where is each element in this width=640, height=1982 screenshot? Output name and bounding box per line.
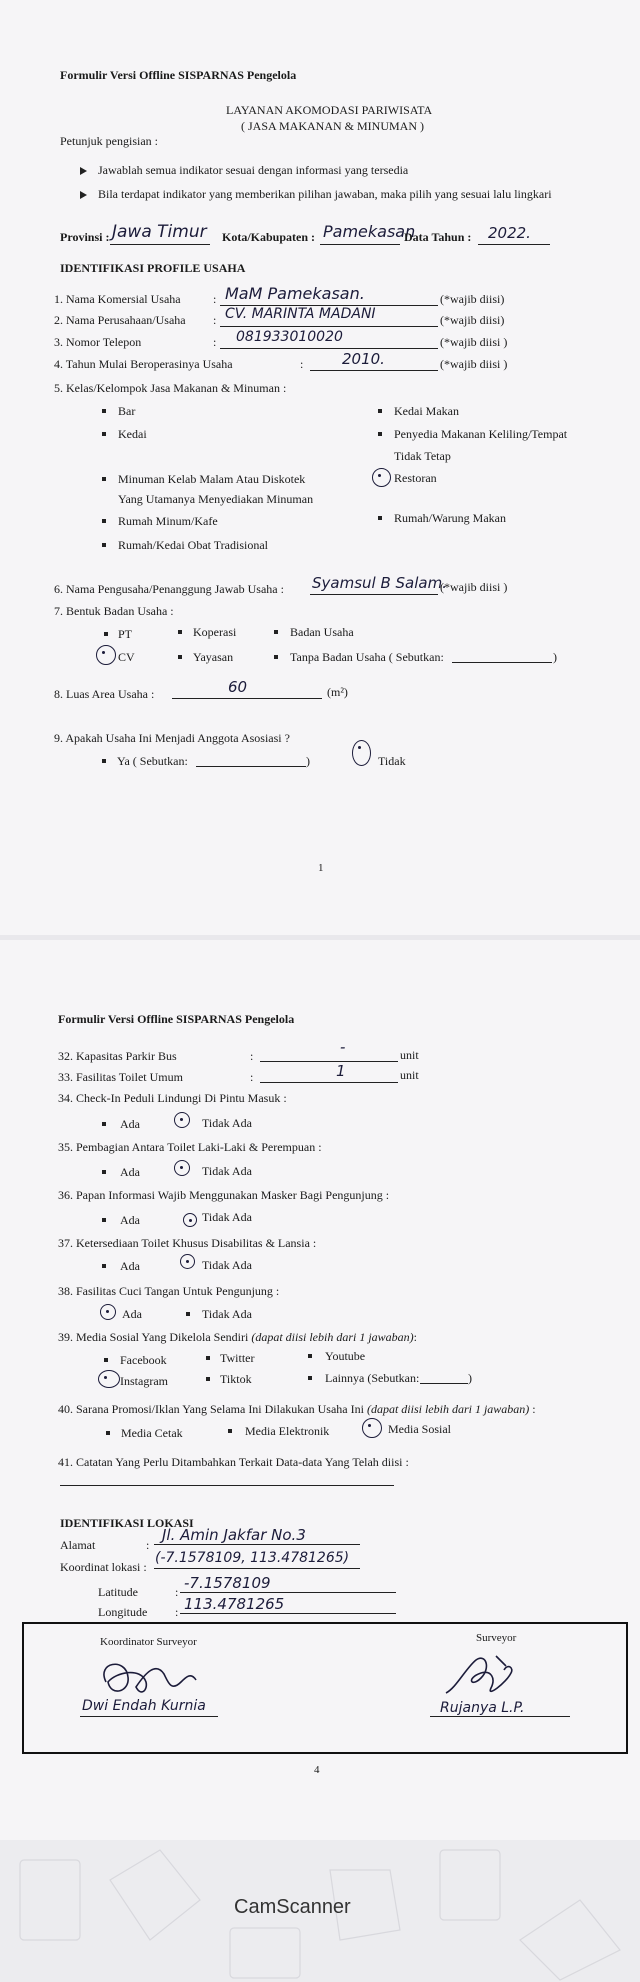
q5-option-warung[interactable]: Rumah/Warung Makan: [394, 511, 507, 525]
q5-option-keliling-cont: Tidak Tetap: [394, 449, 451, 463]
provinsi-label: Provinsi :: [60, 230, 110, 244]
alamat-label: Alamat: [60, 1538, 96, 1552]
q39-option-youtube[interactable]: Youtube: [325, 1349, 366, 1363]
bullet-icon: [102, 409, 106, 413]
q35-label: 35. Pembagian Antara Toilet Laki-Laki & Perempuan :: [58, 1140, 322, 1154]
bullet-icon: [102, 432, 106, 436]
form-header: Formulir Versi Offline SISPARNAS Pengelola: [60, 68, 297, 82]
longitude-label: Longitude: [98, 1605, 148, 1619]
bullet-icon: [102, 519, 106, 523]
q33-label: 33. Fasilitas Toilet Umum: [58, 1070, 183, 1084]
q1-label: 1. Nama Komersial Usaha: [54, 292, 181, 306]
q4-label: 4. Tahun Mulai Beroperasinya Usaha: [54, 357, 233, 371]
q36-option-tidak[interactable]: Tidak Ada: [202, 1210, 252, 1224]
q6-note: (*wajib diisi ): [440, 580, 508, 594]
koordinat-value[interactable]: (-7.1578109, 113.4781265): [155, 1550, 350, 1566]
selected-circle-icon: [180, 1254, 195, 1269]
q7-close-paren: ): [553, 650, 557, 664]
q1-colon: :: [213, 292, 217, 306]
q3-label: 3. Nomor Telepon: [54, 335, 142, 349]
kota-value[interactable]: Pamekasan: [323, 222, 416, 241]
q3-colon: :: [213, 335, 217, 349]
alamat-value[interactable]: Jl. Amin Jakfar No.3: [162, 1526, 306, 1544]
q5-option-kedai-makan[interactable]: Kedai Makan: [394, 404, 459, 418]
q4-value[interactable]: 2010.: [342, 350, 385, 368]
arrow-icon: [80, 191, 87, 199]
selected-circle-icon: [183, 1213, 197, 1227]
bullet-icon: [102, 1218, 106, 1222]
q34-option-tidak[interactable]: Tidak Ada: [202, 1116, 252, 1130]
q9-close-paren: ): [306, 754, 310, 768]
provinsi-value[interactable]: Jawa Timur: [112, 222, 207, 242]
q6-line: [310, 594, 438, 595]
q3-value[interactable]: 081933010020: [236, 329, 343, 345]
signature-box: [22, 1622, 628, 1754]
q40-label: [58, 1402, 536, 1417]
q1-value[interactable]: MaM Pamekasan.: [225, 284, 365, 303]
q7-option-pt[interactable]: PT: [118, 627, 133, 641]
q35-option-ada[interactable]: Ada: [120, 1165, 140, 1179]
q7-label: 7. Bentuk Badan Usaha :: [54, 604, 174, 618]
q8-line: [172, 698, 322, 699]
q32-unit: unit: [400, 1048, 419, 1062]
q2-value[interactable]: CV. MARINTA MADANI: [225, 306, 376, 322]
q39-option-facebook[interactable]: Facebook: [120, 1353, 167, 1367]
bullet-icon: [102, 477, 106, 481]
q32-line: [260, 1061, 398, 1062]
longitude-colon: :: [175, 1605, 179, 1619]
latitude-value[interactable]: -7.1578109: [184, 1574, 271, 1592]
q5-option-kafe[interactable]: Rumah Minum/Kafe: [118, 514, 218, 528]
q1-note: (*wajib diisi): [440, 292, 505, 306]
q8-unit: (m²): [327, 685, 348, 699]
q5-label: 5. Kelas/Kelompok Jasa Makanan & Minuman :: [54, 381, 287, 395]
q32-colon: :: [250, 1049, 254, 1063]
data-tahun-label: Data Tahun :: [404, 230, 472, 244]
q32-label: 32. Kapasitas Parkir Bus: [58, 1049, 177, 1063]
q7-option-koperasi[interactable]: Koperasi: [193, 625, 237, 639]
q8-value[interactable]: 60: [228, 678, 248, 696]
q5-option-kelab-cont: Yang Utamanya Menyediakan Minuman: [118, 492, 314, 506]
q39-label-text: 39. Media Sosial Yang Dikelola Sendiri: [58, 1330, 249, 1344]
q39-label-end: :: [413, 1330, 418, 1344]
koordinat-line: [154, 1568, 360, 1569]
q40-label-text: 40. Sarana Promosi/Iklan Yang Selama Ini Dilakukan Usaha Ini: [58, 1402, 364, 1416]
surveyor-name: Rujanya L.P.: [440, 1700, 525, 1716]
selected-circle-icon: [174, 1160, 190, 1176]
bullet-icon: [228, 1429, 232, 1433]
q40-label-end: :: [532, 1402, 536, 1416]
koordinator-label: Koordinator Surveyor: [100, 1636, 197, 1648]
instruction-item: Jawablah semua indikator sesuai dengan informasi yang tersedia: [98, 163, 409, 177]
selected-circle-icon: [352, 740, 371, 766]
q39-sebutkan-line: [420, 1383, 468, 1384]
q3-note: (*wajib diisi ): [440, 335, 508, 349]
q2-label: 2. Nama Perusahaan/Usaha: [54, 313, 186, 327]
q38-label: 38. Fasilitas Cuci Tangan Untuk Pengunjung :: [58, 1284, 280, 1298]
q33-colon: :: [250, 1070, 254, 1084]
latitude-label: Latitude: [98, 1585, 138, 1599]
q4-colon: :: [300, 357, 304, 371]
alamat-line: [154, 1544, 360, 1545]
bullet-icon: [102, 1264, 106, 1268]
bullet-icon: [102, 1122, 106, 1126]
kota-line: [320, 244, 400, 245]
q5-option-kelab[interactable]: Minuman Kelab Malam Atau Diskotek: [118, 472, 306, 486]
q34-label: 34. Check-In Peduli Lindungi Di Pintu Masuk :: [58, 1091, 287, 1105]
q4-note: (*wajib diisi ): [440, 357, 508, 371]
bullet-icon: [274, 630, 278, 634]
bullet-icon: [378, 432, 382, 436]
bullet-icon: [378, 516, 382, 520]
bullet-icon: [274, 655, 278, 659]
q5-option-bar[interactable]: Bar: [118, 404, 136, 418]
q8-label: 8. Luas Area Usaha :: [54, 687, 155, 701]
q37-option-ada[interactable]: Ada: [120, 1259, 140, 1273]
kota-label: Kota/Kabupaten :: [222, 230, 316, 244]
longitude-line: [180, 1613, 396, 1614]
q9-sebutkan-line: [196, 766, 306, 767]
form-page-1: [0, 0, 640, 935]
bullet-icon: [308, 1354, 312, 1358]
q39-option-twitter[interactable]: Twitter: [220, 1351, 255, 1365]
bullet-icon: [308, 1376, 312, 1380]
q41-answer-line[interactable]: [60, 1485, 394, 1486]
q7-option-cv[interactable]: CV: [118, 650, 135, 664]
q33-value[interactable]: 1: [336, 1062, 346, 1080]
surveyor-label: Surveyor: [476, 1632, 517, 1644]
q3-line: [220, 348, 438, 349]
bullet-icon: [102, 543, 106, 547]
q37-label: 37. Ketersediaan Toilet Khusus Disabilitas & Lansia :: [58, 1236, 317, 1250]
q40-option-elektronik[interactable]: Media Elektronik: [245, 1424, 330, 1438]
bullet-icon: [178, 630, 182, 634]
selected-circle-icon: [174, 1112, 190, 1128]
bullet-icon: [206, 1377, 210, 1381]
form-header: Formulir Versi Offline SISPARNAS Pengelola: [58, 1012, 295, 1026]
selected-circle-icon: [372, 468, 391, 487]
bullet-icon: [178, 655, 182, 659]
q41-label: 41. Catatan Yang Perlu Ditambahkan Terkait Data-data Yang Telah diisi :: [58, 1455, 409, 1469]
form-subtitle: ( JASA MAKANAN & MINUMAN ): [241, 119, 425, 133]
q5-option-restoran[interactable]: Restoran: [394, 471, 437, 485]
q9-option-ya[interactable]: Ya ( Sebutkan:: [117, 754, 188, 768]
camscanner-footer: [0, 1840, 640, 1982]
q6-label: 6. Nama Pengusaha/Penanggung Jawab Usaha :: [54, 582, 284, 596]
q5-option-kedai[interactable]: Kedai: [118, 427, 147, 441]
q4-line: [310, 370, 438, 371]
q7-sebutkan-line: [452, 662, 552, 663]
q9-label: 9. Apakah Usaha Ini Menjadi Anggota Asosiasi ?: [54, 731, 290, 745]
form-title: LAYANAN AKOMODASI PARIWISATA: [226, 103, 433, 117]
q36-option-ada[interactable]: Ada: [120, 1213, 140, 1227]
selected-circle-icon: [96, 645, 116, 665]
q40-option-cetak[interactable]: Media Cetak: [121, 1426, 183, 1440]
q39-option-tiktok[interactable]: Tiktok: [220, 1372, 252, 1386]
q2-colon: :: [213, 313, 217, 327]
latitude-colon: :: [175, 1585, 179, 1599]
page-number: 4: [314, 1764, 320, 1776]
q7-option-badan-usaha[interactable]: Badan Usaha: [290, 625, 354, 639]
data-tahun-value[interactable]: 2022.: [488, 224, 531, 242]
bullet-icon: [102, 759, 106, 763]
lokasi-title: IDENTIFIKASI LOKASI: [60, 1516, 194, 1530]
instruction-item: Bila terdapat indikator yang memberikan pilihan jawaban, maka pilih yang sesuai lalu lingkari: [98, 187, 552, 201]
bullet-icon: [104, 1358, 108, 1362]
q39-close-paren: ): [468, 1371, 472, 1385]
selected-circle-icon: [98, 1370, 120, 1388]
bullet-icon: [206, 1356, 210, 1360]
q2-line: [220, 326, 438, 327]
q39-option-lainnya[interactable]: Lainnya (Sebutkan:: [325, 1371, 420, 1385]
q7-option-yayasan[interactable]: Yayasan: [193, 650, 234, 664]
q35-option-tidak[interactable]: Tidak Ada: [202, 1164, 252, 1178]
section-title: IDENTIFIKASI PROFILE USAHA: [60, 261, 246, 275]
provinsi-line: [110, 244, 210, 245]
q9-option-tidak[interactable]: Tidak: [378, 754, 406, 768]
q32-value[interactable]: -: [340, 1038, 346, 1056]
q39-label: [58, 1330, 417, 1345]
koordinat-label: Koordinat lokasi :: [60, 1560, 147, 1574]
q39-label-note: (dapat diisi lebih dari 1 jawaban): [251, 1330, 414, 1344]
q40-option-sosial[interactable]: Media Sosial: [388, 1422, 451, 1436]
koordinator-name: Dwi Endah Kurnia: [82, 1698, 206, 1714]
q5-option-obat[interactable]: Rumah/Kedai Obat Tradisional: [118, 538, 268, 552]
q33-line: [260, 1082, 398, 1083]
bullet-icon: [106, 1431, 110, 1435]
alamat-colon: :: [146, 1538, 150, 1552]
q38-option-ada[interactable]: Ada: [122, 1307, 142, 1321]
bullet-icon: [102, 1170, 106, 1174]
selected-circle-icon: [362, 1418, 382, 1438]
bullet-icon: [378, 409, 382, 413]
q36-label: 36. Papan Informasi Wajib Menggunakan Masker Bagi Pengunjung :: [58, 1188, 390, 1202]
q34-option-ada[interactable]: Ada: [120, 1117, 140, 1131]
page-number: 1: [318, 862, 324, 874]
app-name: CamScanner: [234, 1896, 351, 1918]
q2-note: (*wajib diisi): [440, 313, 505, 327]
q40-label-note: (dapat diisi lebih dari 1 jawaban): [366, 1402, 530, 1416]
q37-option-tidak[interactable]: Tidak Ada: [202, 1258, 252, 1272]
q6-value[interactable]: Syamsul B Salam.: [312, 574, 447, 592]
instructions-label: Petunjuk pengisian :: [60, 134, 158, 148]
q39-option-instagram[interactable]: Instagram: [120, 1374, 168, 1388]
longitude-value[interactable]: 113.4781265: [184, 1595, 285, 1613]
selected-circle-icon: [100, 1304, 116, 1320]
data-tahun-line: [478, 244, 550, 245]
q7-option-tanpa[interactable]: Tanpa Badan Usaha ( Sebutkan:: [290, 650, 444, 664]
q33-unit: unit: [400, 1068, 419, 1082]
bullet-icon: [104, 632, 108, 636]
bullet-icon: [186, 1312, 190, 1316]
q5-option-keliling[interactable]: Penyedia Makanan Keliling/Tempat: [394, 427, 568, 441]
latitude-line: [180, 1592, 396, 1593]
q38-option-tidak[interactable]: Tidak Ada: [202, 1307, 252, 1321]
arrow-icon: [80, 167, 87, 175]
